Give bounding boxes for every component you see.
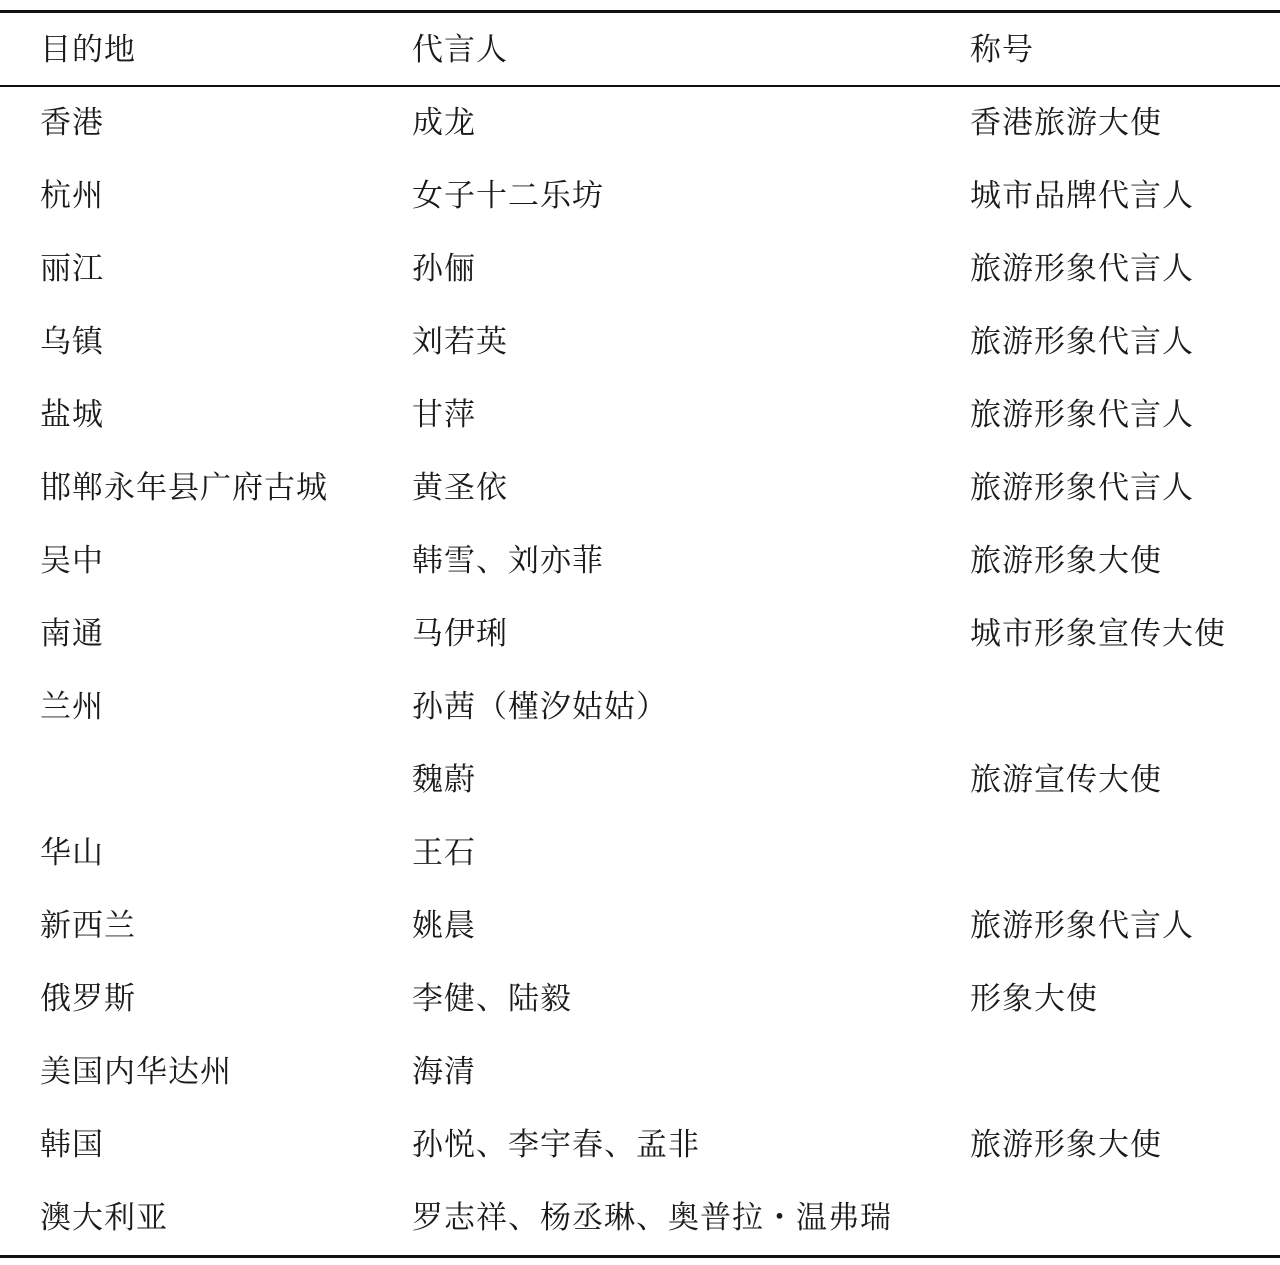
cell-spokesperson: 罗志祥、杨丞琳、奥普拉・温弗瑞 — [412, 1200, 892, 1236]
cell-destination: 盐城 — [40, 397, 104, 433]
table-row — [0, 379, 1280, 452]
cell-spokesperson: 成龙 — [412, 105, 476, 141]
cell-destination: 新西兰 — [40, 908, 136, 944]
table-row — [0, 525, 1280, 598]
cell-destination: 乌镇 — [40, 324, 104, 360]
cell-spokesperson: 海清 — [412, 1054, 476, 1090]
table-row — [0, 817, 1280, 890]
cell-title: 旅游形象代言人 — [970, 324, 1194, 360]
header-title: 称号 — [970, 32, 1034, 68]
table-row — [0, 452, 1280, 525]
cell-spokesperson: 魏蔚 — [412, 762, 476, 798]
cell-destination: 兰州 — [40, 689, 104, 725]
cell-title: 形象大使 — [970, 981, 1098, 1017]
table-row — [0, 890, 1280, 963]
cell-spokesperson: 韩雪、刘亦菲 — [412, 543, 604, 579]
cell-spokesperson: 孙茜（槿汐姑姑） — [412, 689, 668, 725]
table-row — [0, 306, 1280, 379]
cell-destination: 俄罗斯 — [40, 981, 136, 1017]
table-row — [0, 1182, 1280, 1255]
table-row — [0, 598, 1280, 671]
cell-title: 旅游形象代言人 — [970, 397, 1194, 433]
header-destination: 目的地 — [40, 32, 136, 68]
cell-destination: 吴中 — [40, 543, 104, 579]
cell-destination: 韩国 — [40, 1127, 104, 1163]
cell-destination: 南通 — [40, 616, 104, 652]
cell-title: 旅游形象大使 — [970, 543, 1162, 579]
table-row — [0, 963, 1280, 1036]
cell-spokesperson: 孙悦、李宇春、孟非 — [412, 1127, 700, 1163]
cell-spokesperson: 姚晨 — [412, 908, 476, 944]
table-row — [0, 1036, 1280, 1109]
table-header — [0, 14, 1280, 86]
cell-destination: 杭州 — [40, 178, 104, 214]
cell-title: 城市形象宣传大使 — [970, 616, 1226, 652]
cell-title: 旅游形象代言人 — [970, 908, 1194, 944]
table-row — [0, 1109, 1280, 1182]
cell-destination: 澳大利亚 — [40, 1200, 168, 1236]
cell-spokesperson: 孙俪 — [412, 251, 476, 287]
header-spokesperson: 代言人 — [412, 32, 508, 68]
cell-title: 城市品牌代言人 — [970, 178, 1194, 214]
cell-destination: 华山 — [40, 835, 104, 871]
cell-spokesperson: 女子十二乐坊 — [412, 178, 604, 214]
table-row — [0, 160, 1280, 233]
cell-spokesperson: 王石 — [412, 835, 476, 871]
cell-destination: 丽江 — [40, 251, 104, 287]
cell-spokesperson: 甘萍 — [412, 397, 476, 433]
table-row — [0, 671, 1280, 744]
table-row — [0, 233, 1280, 306]
cell-destination: 邯郸永年县广府古城 — [40, 470, 328, 506]
cell-spokesperson: 黄圣依 — [412, 470, 508, 506]
table-row — [0, 87, 1280, 160]
table-row — [0, 744, 1280, 817]
cell-destination: 香港 — [40, 105, 104, 141]
cell-title: 旅游形象大使 — [970, 1127, 1162, 1163]
cell-spokesperson: 马伊琍 — [412, 616, 508, 652]
cell-title: 旅游宣传大使 — [970, 762, 1162, 798]
cell-title: 旅游形象代言人 — [970, 470, 1194, 506]
cell-spokesperson: 刘若英 — [412, 324, 508, 360]
cell-destination: 美国内华达州 — [40, 1054, 232, 1090]
cell-title: 旅游形象代言人 — [970, 251, 1194, 287]
cell-title: 香港旅游大使 — [970, 105, 1162, 141]
cell-spokesperson: 李健、陆毅 — [412, 981, 572, 1017]
